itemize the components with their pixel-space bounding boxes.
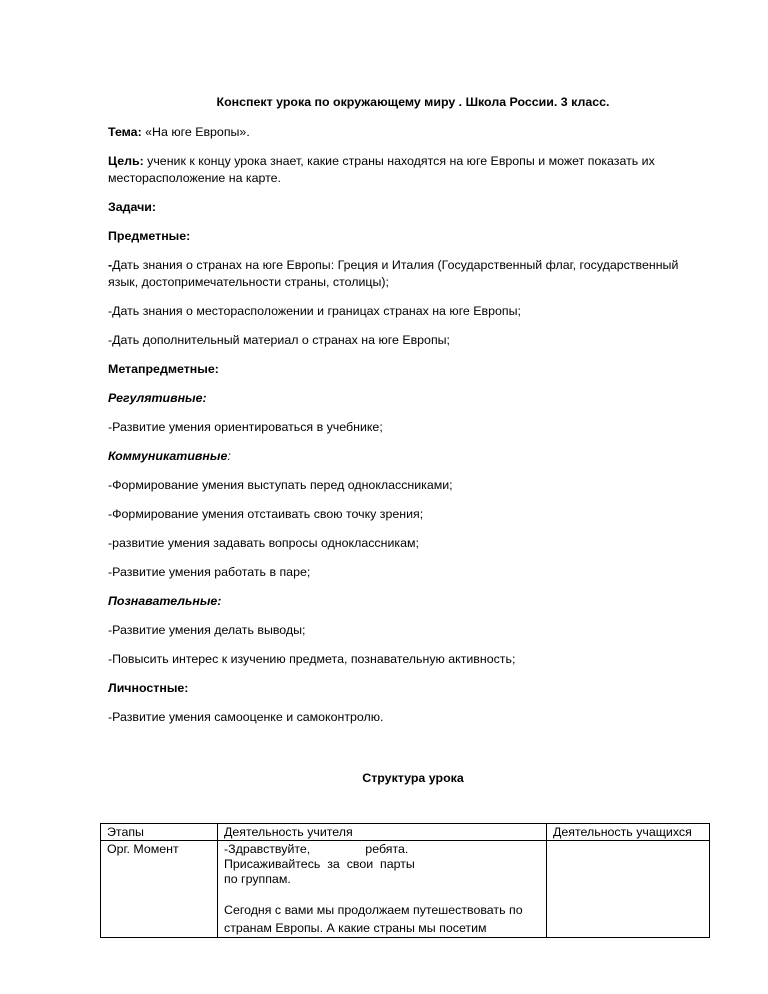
communicative-colon: :: [227, 449, 231, 463]
table-header-row: [101, 824, 710, 841]
communicative-heading: Коммуникативные: [108, 449, 228, 463]
communicative-item-1: -Формирование умения выступать перед одноклассниками;: [108, 478, 453, 492]
student-activity-cell: [547, 841, 710, 938]
communicative-heading-line: [108, 448, 708, 465]
header-student-activity: Деятельность учащихся: [547, 824, 710, 841]
subject-heading: Предметные:: [108, 229, 191, 243]
communicative-item-3: -развитие умения задавать вопросы одноклассникам;: [108, 536, 419, 550]
personal-heading: Личностные:: [108, 681, 189, 695]
subject-item-1-text: Дать знания о странах на юге Европы: Греция и Италия (Государственный флаг, государственный язык, достопримечательности страны, столицы);: [108, 258, 679, 289]
header-stages: Этапы: [101, 824, 218, 841]
table-row: [101, 841, 710, 938]
communicative-item-4: -Развитие умения работать в паре;: [108, 565, 311, 579]
communicative-item-2: -Формирование умения отстаивать свою точку зрения;: [108, 507, 424, 521]
document-page: [108, 94, 708, 799]
goal-label: Цель:: [108, 154, 144, 168]
personal-item-1: -Развитие умения самооценке и самоконтролю.: [108, 710, 384, 724]
subject-item-3: -Дать дополнительный материал о странах на юге Европы;: [108, 333, 450, 347]
goal-paragraph: [108, 153, 708, 187]
teacher-line-1: -Здравствуйте, ребята.: [224, 842, 409, 856]
topic-paragraph: [108, 124, 708, 141]
document-title: Конспект урока по окружающему миру . Школа России. 3 класс.: [216, 95, 610, 109]
teacher-gap: [224, 887, 540, 901]
tasks-heading: Задачи:: [108, 200, 157, 214]
teacher-line-2: Присаживайтесь за свои парты: [224, 857, 415, 871]
lesson-structure-table: [100, 823, 710, 938]
cognitive-item-1: -Развитие умения делать выводы;: [108, 623, 306, 637]
header-teacher-activity: Деятельность учителя: [218, 824, 547, 841]
stage-cell: Орг. Момент: [101, 841, 218, 938]
section-spacer: [108, 738, 708, 770]
meta-heading: Метапредметные:: [108, 362, 219, 376]
subject-item-2: -Дать знания о месторасположении и границах странах на юге Европы;: [108, 304, 521, 318]
teacher-line-3: по группам.: [224, 872, 291, 886]
regulative-item-1: -Развитие умения ориентироваться в учебнике;: [108, 420, 383, 434]
teacher-line-4: Сегодня с вами мы продолжаем путешествовать по: [224, 903, 523, 917]
goal-value: ученик к концу урока знает, какие страны находятся на юге Европы и может показать их месторасположение на карте.: [108, 154, 655, 185]
subject-item-1-dash: -: [108, 258, 113, 272]
structure-heading: Структура урока: [362, 771, 464, 785]
cognitive-item-2: -Повысить интерес к изучению предмета, познавательную активность;: [108, 652, 516, 666]
regulative-heading: Регулятивные:: [108, 391, 207, 405]
subject-item-1: [108, 257, 708, 291]
topic-label: Тема:: [108, 125, 142, 139]
teacher-line-5: странам Европы. А какие страны мы посетим: [224, 921, 487, 935]
teacher-activity-cell: [218, 841, 547, 938]
cognitive-heading: Познавательные:: [108, 594, 222, 608]
topic-value: «На юге Европы».: [141, 125, 250, 139]
